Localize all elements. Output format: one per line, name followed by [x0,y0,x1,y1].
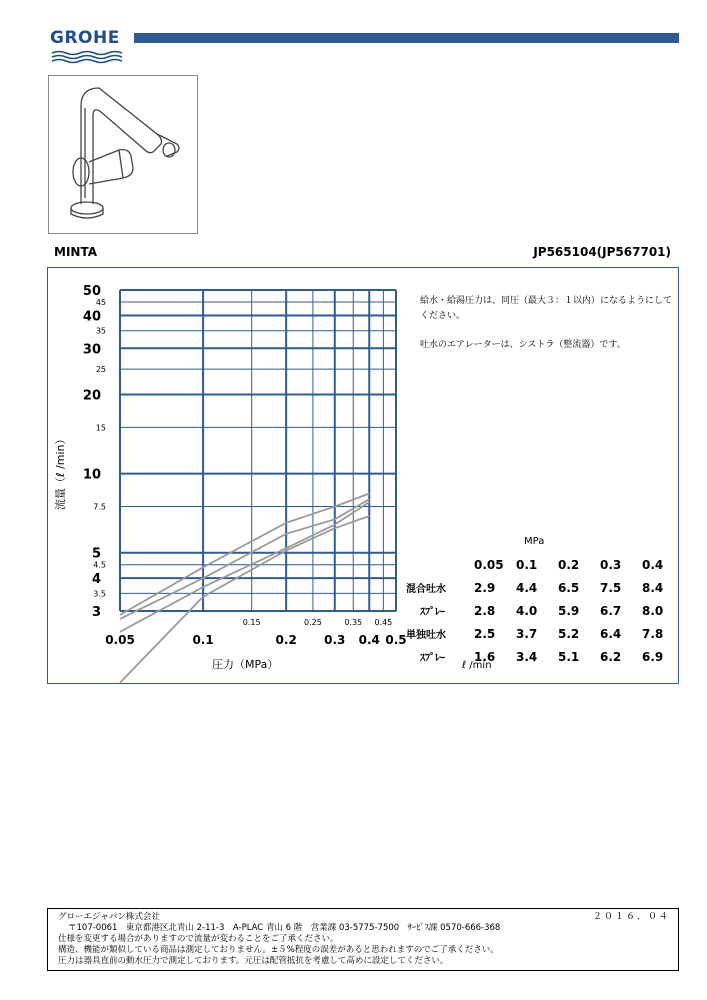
table-cell: 4.4 [516,580,538,595]
y-major-tick-label: 30 [82,342,101,358]
table-pressure: 0.4 [642,557,664,572]
x-axis-label: 圧力（MPa） [212,658,279,671]
y-major-tick-label: 50 [82,284,101,299]
note-aerator: 吐水のエアレーターは、シストラ（整流器）です。 [420,340,626,350]
x-major-tick-label: 0.5 [385,633,407,647]
table-row [406,645,684,668]
product-image-frame [48,75,198,234]
x-major-tick-label: 0.05 [105,633,135,647]
table-row-label: 混合吐水 [406,584,446,595]
header-bar [134,33,679,43]
table-cell: 5.2 [558,626,580,641]
table-cell: 6.5 [558,580,580,595]
y-minor-tick-label: 35 [95,326,106,336]
table-row-label: ｽﾌﾟﾚｰ [420,607,445,618]
footer [47,908,679,971]
table-cell: 7.5 [600,580,622,595]
table-pressure: 0.05 [474,557,504,572]
table-unit-top: MPa [524,536,545,547]
table-cell: 8.4 [642,580,664,595]
table-cell: 6.4 [600,626,622,641]
x-major-tick-label: 0.3 [324,633,346,647]
x-minor-tick-label: 0.25 [304,618,322,627]
y-major-tick-label: 20 [82,388,101,404]
table-cell: 7.8 [642,626,664,641]
table-pressure: 0.3 [600,557,622,572]
footer-line: 圧力は器具直前の動水圧力で測定しております。元圧は配管抵抗を考慮して高めに設定してください。 [58,956,449,966]
footer-line: 仕様を変更する場合がありますので流量が変わることをご了承ください。 [58,934,339,944]
y-minor-tick-label: 7.5 [93,502,106,512]
flow-table [406,530,684,668]
footer-line: 構造、機能が類似している商品は測定しておりません。±５%程度の誤差があると思われますのでご了承ください。 [58,945,499,955]
x-major-tick-label: 0.4 [358,633,380,647]
model-code: JP565104(JP567701) [533,245,671,259]
y-minor-tick-label: 4.5 [93,560,106,570]
table-pressure: 0.1 [516,557,538,572]
x-major-tick-label: 0.1 [192,633,214,647]
note-pressure: 給水・給湯圧力は、同圧（最大３：１以内）になるようにしてください。 [420,296,673,321]
water-waves-icon [50,50,128,64]
table-cell: 3.7 [516,626,538,641]
table-cell: 6.7 [600,603,622,618]
y-minor-tick-label: 25 [95,365,106,375]
brand-name: GROHE [50,28,120,48]
table-cell: 2.9 [474,580,496,595]
y-minor-tick-label: 3.5 [93,589,106,599]
model-name: MINTA [54,245,97,259]
table-cell: 1.6 [474,649,496,664]
y-major-tick-label: 4 [91,572,101,588]
y-axis-label: 流量（ℓ /min） [54,433,67,510]
table-row [406,622,684,645]
y-major-tick-label: 10 [82,467,101,483]
y-minor-tick-label: 15 [95,423,106,433]
table-row [406,576,684,599]
faucet-drawing [49,76,197,233]
x-major-tick-label: 0.2 [275,633,297,647]
table-cell: 2.5 [474,626,496,641]
table-cell: 5.9 [558,603,580,618]
table-cell: 2.8 [474,603,496,618]
table-row [406,599,684,622]
table-cell: 3.4 [516,649,538,664]
y-minor-tick-label: 45 [95,298,106,308]
x-minor-tick-label: 0.35 [344,618,363,627]
footer-company: グローエジャパン株式会社 [58,912,160,922]
footer-address: 〒107-0061 東京都港区北青山 2-11-3 A-PLAC 青山 6 階 営業課 03-5775-7500 ｻｰﾋﾞｽ課 0570-666-368 [68,923,501,933]
table-row-label: ｽﾌﾟﾚｰ [420,653,445,664]
x-minor-tick-label: 0.15 [242,618,261,627]
grohe-logo [50,28,130,68]
table-unit-row [406,530,684,553]
table-cell: 4.0 [516,603,538,618]
y-major-tick-label: 40 [82,309,101,325]
table-pressure: 0.2 [558,557,580,572]
y-major-tick-label: 5 [91,546,101,562]
y-major-tick-label: 3 [91,605,101,620]
footer-date: ２０１６．０４ [592,912,670,922]
table-cell: 6.2 [600,649,622,664]
table-cell: 5.1 [558,649,580,664]
table-header-row [406,553,684,576]
table-cell: 6.9 [642,649,664,664]
table-cell: 8.0 [642,603,664,618]
x-minor-tick-label: 0.45 [374,618,393,627]
table-unit-bottom: ℓ /min [462,660,492,671]
table-row-label: 単独吐水 [406,630,446,641]
